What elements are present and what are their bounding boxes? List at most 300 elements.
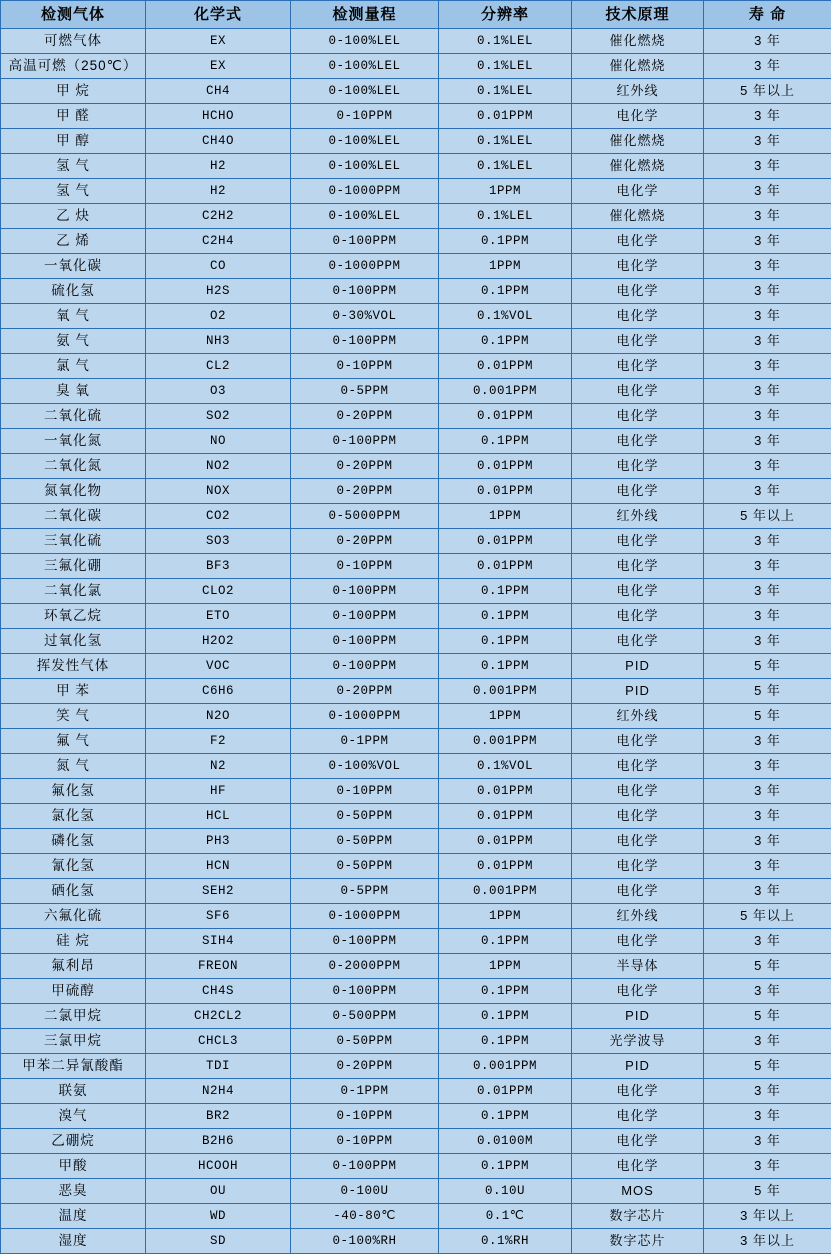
cell-technical-principle: 电化学 <box>572 254 704 279</box>
cell-lifespan: 3 年 <box>704 554 831 579</box>
cell-chemical-formula: CO2 <box>146 504 291 529</box>
table-row <box>1 1229 831 1254</box>
cell-chemical-formula: H2 <box>146 179 291 204</box>
cell-technical-principle: 电化学 <box>572 229 704 254</box>
cell-lifespan: 3 年 <box>704 629 831 654</box>
cell-detection-range: 0-100PPM <box>291 979 439 1004</box>
table-row <box>1 529 831 554</box>
cell-resolution: 0.1%LEL <box>439 204 572 229</box>
cell-lifespan: 3 年以上 <box>704 1229 831 1254</box>
cell-resolution: 0.01PPM <box>439 454 572 479</box>
cell-detection-range: 0-10PPM <box>291 554 439 579</box>
cell-chemical-formula: HCOOH <box>146 1154 291 1179</box>
table-header-row <box>1 1 831 29</box>
cell-detection-range: 0-500PPM <box>291 1004 439 1029</box>
cell-detection-range: 0-1000PPM <box>291 254 439 279</box>
cell-gas-name: 臭 氧 <box>1 379 146 404</box>
cell-gas-name: 过氧化氢 <box>1 629 146 654</box>
cell-gas-name: 一氧化碳 <box>1 254 146 279</box>
cell-technical-principle: 电化学 <box>572 629 704 654</box>
header-resolution: 分辨率 <box>439 1 572 29</box>
table-row <box>1 804 831 829</box>
cell-chemical-formula: SEH2 <box>146 879 291 904</box>
cell-gas-name: 氯 气 <box>1 354 146 379</box>
cell-detection-range: 0-100U <box>291 1179 439 1204</box>
cell-lifespan: 3 年 <box>704 379 831 404</box>
cell-chemical-formula: CO <box>146 254 291 279</box>
cell-gas-name: 三氯甲烷 <box>1 1029 146 1054</box>
table-row <box>1 129 831 154</box>
cell-chemical-formula: HF <box>146 779 291 804</box>
cell-resolution: 0.001PPM <box>439 879 572 904</box>
cell-resolution: 0.01PPM <box>439 529 572 554</box>
table-row <box>1 629 831 654</box>
cell-resolution: 0.1PPM <box>439 629 572 654</box>
cell-lifespan: 3 年 <box>704 979 831 1004</box>
table-row <box>1 1129 831 1154</box>
cell-resolution: 0.1PPM <box>439 579 572 604</box>
cell-chemical-formula: SO3 <box>146 529 291 554</box>
cell-chemical-formula: C2H4 <box>146 229 291 254</box>
cell-gas-name: 一氧化氮 <box>1 429 146 454</box>
cell-detection-range: 0-100%LEL <box>291 154 439 179</box>
cell-detection-range: 0-50PPM <box>291 1029 439 1054</box>
cell-technical-principle: 电化学 <box>572 279 704 304</box>
cell-resolution: 0.1PPM <box>439 429 572 454</box>
cell-technical-principle: 电化学 <box>572 554 704 579</box>
cell-resolution: 0.1%LEL <box>439 29 572 54</box>
table-row <box>1 329 831 354</box>
cell-chemical-formula: HCHO <box>146 104 291 129</box>
cell-gas-name: 湿度 <box>1 1229 146 1254</box>
cell-chemical-formula: CL2 <box>146 354 291 379</box>
cell-detection-range: 0-100%LEL <box>291 204 439 229</box>
cell-gas-name: 甲 苯 <box>1 679 146 704</box>
cell-gas-name: 挥发性气体 <box>1 654 146 679</box>
cell-chemical-formula: O3 <box>146 379 291 404</box>
cell-detection-range: 0-1PPM <box>291 729 439 754</box>
cell-detection-range: 0-100PPM <box>291 629 439 654</box>
table-row <box>1 729 831 754</box>
table-row <box>1 454 831 479</box>
cell-chemical-formula: BR2 <box>146 1104 291 1129</box>
cell-gas-name: 氧 气 <box>1 304 146 329</box>
cell-detection-range: 0-100%RH <box>291 1229 439 1254</box>
cell-resolution: 1PPM <box>439 179 572 204</box>
cell-detection-range: 0-100%LEL <box>291 79 439 104</box>
cell-resolution: 0.1PPM <box>439 1154 572 1179</box>
cell-gas-name: 氟 气 <box>1 729 146 754</box>
cell-technical-principle: 红外线 <box>572 504 704 529</box>
cell-technical-principle: 电化学 <box>572 179 704 204</box>
cell-chemical-formula: EX <box>146 54 291 79</box>
table-row <box>1 479 831 504</box>
cell-gas-name: 二氧化氯 <box>1 579 146 604</box>
cell-gas-name: 乙 炔 <box>1 204 146 229</box>
cell-detection-range: 0-100PPM <box>291 579 439 604</box>
cell-lifespan: 5 年 <box>704 704 831 729</box>
cell-gas-name: 可燃气体 <box>1 29 146 54</box>
cell-gas-name: 温度 <box>1 1204 146 1229</box>
table-row <box>1 1004 831 1029</box>
cell-chemical-formula: WD <box>146 1204 291 1229</box>
cell-resolution: 0.1%LEL <box>439 129 572 154</box>
cell-lifespan: 3 年 <box>704 579 831 604</box>
table-row <box>1 279 831 304</box>
table-row <box>1 704 831 729</box>
cell-detection-range: 0-20PPM <box>291 679 439 704</box>
table-row <box>1 579 831 604</box>
cell-gas-name: 磷化氢 <box>1 829 146 854</box>
cell-technical-principle: 电化学 <box>572 829 704 854</box>
cell-resolution: 0.01PPM <box>439 554 572 579</box>
cell-resolution: 0.1PPM <box>439 229 572 254</box>
cell-lifespan: 5 年 <box>704 1054 831 1079</box>
cell-lifespan: 5 年 <box>704 1004 831 1029</box>
cell-chemical-formula: NO2 <box>146 454 291 479</box>
cell-technical-principle: PID <box>572 1004 704 1029</box>
table-row <box>1 654 831 679</box>
cell-gas-name: 甲 醇 <box>1 129 146 154</box>
cell-chemical-formula: H2O2 <box>146 629 291 654</box>
cell-lifespan: 3 年 <box>704 454 831 479</box>
cell-chemical-formula: BF3 <box>146 554 291 579</box>
cell-chemical-formula: H2 <box>146 154 291 179</box>
cell-gas-name: 氢 气 <box>1 179 146 204</box>
cell-resolution: 0.01PPM <box>439 479 572 504</box>
cell-gas-name: 硒化氢 <box>1 879 146 904</box>
cell-lifespan: 3 年 <box>704 204 831 229</box>
cell-chemical-formula: EX <box>146 29 291 54</box>
cell-chemical-formula: VOC <box>146 654 291 679</box>
cell-resolution: 1PPM <box>439 904 572 929</box>
cell-technical-principle: 红外线 <box>572 704 704 729</box>
cell-detection-range: 0-10PPM <box>291 779 439 804</box>
cell-chemical-formula: OU <box>146 1179 291 1204</box>
cell-chemical-formula: CLO2 <box>146 579 291 604</box>
table-row <box>1 104 831 129</box>
cell-gas-name: 笑 气 <box>1 704 146 729</box>
cell-lifespan: 3 年 <box>704 779 831 804</box>
cell-gas-name: 氮氧化物 <box>1 479 146 504</box>
cell-detection-range: 0-20PPM <box>291 454 439 479</box>
cell-lifespan: 3 年以上 <box>704 1204 831 1229</box>
table-row <box>1 929 831 954</box>
cell-gas-name: 乙硼烷 <box>1 1129 146 1154</box>
table-row <box>1 754 831 779</box>
cell-resolution: 0.1%VOL <box>439 754 572 779</box>
cell-detection-range: 0-100%LEL <box>291 129 439 154</box>
cell-lifespan: 3 年 <box>704 729 831 754</box>
cell-technical-principle: 光学波导 <box>572 1029 704 1054</box>
cell-detection-range: 0-1000PPM <box>291 904 439 929</box>
cell-gas-name: 氟利昂 <box>1 954 146 979</box>
table-row <box>1 1079 831 1104</box>
table-row <box>1 254 831 279</box>
cell-resolution: 0.10U <box>439 1179 572 1204</box>
table-row <box>1 979 831 1004</box>
cell-resolution: 0.1PPM <box>439 279 572 304</box>
cell-gas-name: 二氧化碳 <box>1 504 146 529</box>
cell-gas-name: 氟化氢 <box>1 779 146 804</box>
cell-chemical-formula: ETO <box>146 604 291 629</box>
cell-resolution: 0.1PPM <box>439 329 572 354</box>
table-row <box>1 404 831 429</box>
cell-detection-range: 0-20PPM <box>291 529 439 554</box>
cell-lifespan: 3 年 <box>704 529 831 554</box>
cell-chemical-formula: N2O <box>146 704 291 729</box>
cell-technical-principle: 电化学 <box>572 304 704 329</box>
cell-detection-range: 0-1PPM <box>291 1079 439 1104</box>
cell-resolution: 0.01PPM <box>439 779 572 804</box>
table-row <box>1 54 831 79</box>
cell-technical-principle: 电化学 <box>572 1129 704 1154</box>
cell-gas-name: 硫化氢 <box>1 279 146 304</box>
cell-lifespan: 3 年 <box>704 279 831 304</box>
cell-lifespan: 3 年 <box>704 254 831 279</box>
cell-gas-name: 三氧化硫 <box>1 529 146 554</box>
cell-chemical-formula: F2 <box>146 729 291 754</box>
cell-lifespan: 3 年 <box>704 1079 831 1104</box>
cell-technical-principle: 电化学 <box>572 379 704 404</box>
cell-resolution: 0.1%LEL <box>439 79 572 104</box>
table-row <box>1 779 831 804</box>
cell-detection-range: 0-20PPM <box>291 479 439 504</box>
cell-lifespan: 3 年 <box>704 854 831 879</box>
cell-chemical-formula: HCN <box>146 854 291 879</box>
cell-chemical-formula: SF6 <box>146 904 291 929</box>
cell-chemical-formula: NH3 <box>146 329 291 354</box>
cell-technical-principle: 红外线 <box>572 79 704 104</box>
cell-detection-range: 0-10PPM <box>291 354 439 379</box>
cell-gas-name: 环氧乙烷 <box>1 604 146 629</box>
cell-lifespan: 3 年 <box>704 829 831 854</box>
cell-lifespan: 3 年 <box>704 104 831 129</box>
cell-chemical-formula: SIH4 <box>146 929 291 954</box>
table-row <box>1 604 831 629</box>
cell-lifespan: 3 年 <box>704 604 831 629</box>
cell-chemical-formula: C6H6 <box>146 679 291 704</box>
cell-gas-name: 氢 气 <box>1 154 146 179</box>
cell-detection-range: 0-5000PPM <box>291 504 439 529</box>
cell-technical-principle: 电化学 <box>572 104 704 129</box>
cell-lifespan: 3 年 <box>704 1154 831 1179</box>
cell-resolution: 0.1℃ <box>439 1204 572 1229</box>
cell-gas-name: 甲 烷 <box>1 79 146 104</box>
cell-detection-range: 0-50PPM <box>291 804 439 829</box>
cell-lifespan: 5 年以上 <box>704 79 831 104</box>
cell-detection-range: 0-100%VOL <box>291 754 439 779</box>
cell-lifespan: 3 年 <box>704 1104 831 1129</box>
cell-lifespan: 3 年 <box>704 479 831 504</box>
cell-chemical-formula: SD <box>146 1229 291 1254</box>
cell-lifespan: 3 年 <box>704 1029 831 1054</box>
cell-technical-principle: MOS <box>572 1179 704 1204</box>
cell-gas-name: 氨 气 <box>1 329 146 354</box>
cell-lifespan: 5 年 <box>704 654 831 679</box>
cell-gas-name: 溴气 <box>1 1104 146 1129</box>
cell-technical-principle: 催化燃烧 <box>572 129 704 154</box>
cell-resolution: 0.001PPM <box>439 729 572 754</box>
table-row <box>1 1154 831 1179</box>
table-row <box>1 79 831 104</box>
table-row <box>1 204 831 229</box>
cell-detection-range: 0-50PPM <box>291 854 439 879</box>
cell-resolution: 0.1PPM <box>439 604 572 629</box>
cell-gas-name: 甲苯二异氰酸酯 <box>1 1054 146 1079</box>
header-technical-principle: 技术原理 <box>572 1 704 29</box>
cell-lifespan: 3 年 <box>704 329 831 354</box>
cell-chemical-formula: N2H4 <box>146 1079 291 1104</box>
cell-lifespan: 3 年 <box>704 29 831 54</box>
table-row <box>1 154 831 179</box>
cell-lifespan: 3 年 <box>704 129 831 154</box>
cell-lifespan: 3 年 <box>704 229 831 254</box>
cell-chemical-formula: CH4S <box>146 979 291 1004</box>
cell-resolution: 0.01PPM <box>439 404 572 429</box>
table-row <box>1 379 831 404</box>
table-row <box>1 179 831 204</box>
table-row <box>1 829 831 854</box>
cell-resolution: 1PPM <box>439 504 572 529</box>
cell-technical-principle: 电化学 <box>572 1079 704 1104</box>
cell-resolution: 0.1%LEL <box>439 54 572 79</box>
cell-technical-principle: 电化学 <box>572 404 704 429</box>
cell-detection-range: 0-100PPM <box>291 279 439 304</box>
cell-lifespan: 3 年 <box>704 929 831 954</box>
cell-resolution: 0.01PPM <box>439 829 572 854</box>
cell-technical-principle: 红外线 <box>572 904 704 929</box>
cell-detection-range: 0-100PPM <box>291 1154 439 1179</box>
cell-lifespan: 3 年 <box>704 804 831 829</box>
cell-lifespan: 3 年 <box>704 54 831 79</box>
header-chemical-formula: 化学式 <box>146 1 291 29</box>
cell-gas-name: 三氟化硼 <box>1 554 146 579</box>
cell-gas-name: 联氨 <box>1 1079 146 1104</box>
table-row <box>1 229 831 254</box>
cell-technical-principle: 电化学 <box>572 579 704 604</box>
cell-resolution: 0.01PPM <box>439 1079 572 1104</box>
cell-resolution: 0.1%RH <box>439 1229 572 1254</box>
cell-technical-principle: PID <box>572 1054 704 1079</box>
cell-chemical-formula: CH2CL2 <box>146 1004 291 1029</box>
cell-detection-range: 0-10PPM <box>291 104 439 129</box>
cell-chemical-formula: FREON <box>146 954 291 979</box>
cell-detection-range: 0-100PPM <box>291 604 439 629</box>
cell-chemical-formula: O2 <box>146 304 291 329</box>
cell-resolution: 0.001PPM <box>439 379 572 404</box>
cell-technical-principle: 催化燃烧 <box>572 29 704 54</box>
cell-gas-name: 二氧化氮 <box>1 454 146 479</box>
cell-technical-principle: 电化学 <box>572 429 704 454</box>
cell-technical-principle: 电化学 <box>572 529 704 554</box>
cell-gas-name: 恶臭 <box>1 1179 146 1204</box>
cell-resolution: 0.001PPM <box>439 679 572 704</box>
cell-chemical-formula: NO <box>146 429 291 454</box>
cell-chemical-formula: SO2 <box>146 404 291 429</box>
table-row <box>1 854 831 879</box>
table-row <box>1 304 831 329</box>
cell-detection-range: 0-5PPM <box>291 879 439 904</box>
cell-detection-range: 0-100PPM <box>291 654 439 679</box>
cell-resolution: 0.1PPM <box>439 654 572 679</box>
cell-gas-name: 乙 烯 <box>1 229 146 254</box>
cell-lifespan: 5 年 <box>704 1179 831 1204</box>
cell-technical-principle: 电化学 <box>572 929 704 954</box>
table-body <box>1 29 831 1254</box>
cell-technical-principle: 半导体 <box>572 954 704 979</box>
cell-resolution: 1PPM <box>439 954 572 979</box>
cell-technical-principle: 电化学 <box>572 754 704 779</box>
cell-detection-range: 0-100PPM <box>291 329 439 354</box>
cell-lifespan: 5 年 <box>704 679 831 704</box>
cell-chemical-formula: PH3 <box>146 829 291 854</box>
cell-chemical-formula: CH4 <box>146 79 291 104</box>
cell-lifespan: 3 年 <box>704 154 831 179</box>
cell-technical-principle: 电化学 <box>572 354 704 379</box>
cell-detection-range: 0-100PPM <box>291 929 439 954</box>
cell-detection-range: 0-10PPM <box>291 1104 439 1129</box>
cell-technical-principle: 催化燃烧 <box>572 154 704 179</box>
cell-gas-name: 二氧化硫 <box>1 404 146 429</box>
table-row <box>1 1104 831 1129</box>
cell-lifespan: 5 年 <box>704 954 831 979</box>
header-lifespan: 寿 命 <box>704 1 831 29</box>
cell-resolution: 0.01PPM <box>439 854 572 879</box>
cell-technical-principle: 电化学 <box>572 854 704 879</box>
cell-gas-name: 硅 烷 <box>1 929 146 954</box>
cell-resolution: 0.01PPM <box>439 804 572 829</box>
cell-technical-principle: 催化燃烧 <box>572 204 704 229</box>
table-row <box>1 879 831 904</box>
table-row <box>1 554 831 579</box>
cell-resolution: 0.0100M <box>439 1129 572 1154</box>
cell-technical-principle: PID <box>572 679 704 704</box>
cell-detection-range: 0-1000PPM <box>291 704 439 729</box>
cell-detection-range: 0-100PPM <box>291 229 439 254</box>
cell-detection-range: 0-1000PPM <box>291 179 439 204</box>
cell-resolution: 0.1PPM <box>439 1004 572 1029</box>
cell-resolution: 0.1PPM <box>439 1029 572 1054</box>
cell-resolution: 0.01PPM <box>439 354 572 379</box>
cell-resolution: 0.1PPM <box>439 979 572 1004</box>
cell-chemical-formula: NOX <box>146 479 291 504</box>
cell-technical-principle: 电化学 <box>572 979 704 1004</box>
cell-resolution: 0.1PPM <box>439 929 572 954</box>
cell-technical-principle: 电化学 <box>572 729 704 754</box>
cell-detection-range: 0-20PPM <box>291 1054 439 1079</box>
cell-lifespan: 3 年 <box>704 404 831 429</box>
table-header <box>1 1 831 29</box>
cell-chemical-formula: HCL <box>146 804 291 829</box>
cell-technical-principle: 数字芯片 <box>572 1204 704 1229</box>
cell-detection-range: 0-100%LEL <box>291 54 439 79</box>
cell-gas-name: 氰化氢 <box>1 854 146 879</box>
cell-detection-range: 0-20PPM <box>291 404 439 429</box>
cell-lifespan: 3 年 <box>704 754 831 779</box>
cell-technical-principle: 电化学 <box>572 1154 704 1179</box>
cell-technical-principle: 数字芯片 <box>572 1229 704 1254</box>
cell-lifespan: 3 年 <box>704 179 831 204</box>
cell-chemical-formula: CH4O <box>146 129 291 154</box>
cell-technical-principle: 电化学 <box>572 779 704 804</box>
cell-detection-range: 0-100%LEL <box>291 29 439 54</box>
table-row <box>1 429 831 454</box>
cell-gas-name: 二氯甲烷 <box>1 1004 146 1029</box>
cell-lifespan: 3 年 <box>704 354 831 379</box>
cell-chemical-formula: N2 <box>146 754 291 779</box>
cell-technical-principle: 电化学 <box>572 1104 704 1129</box>
